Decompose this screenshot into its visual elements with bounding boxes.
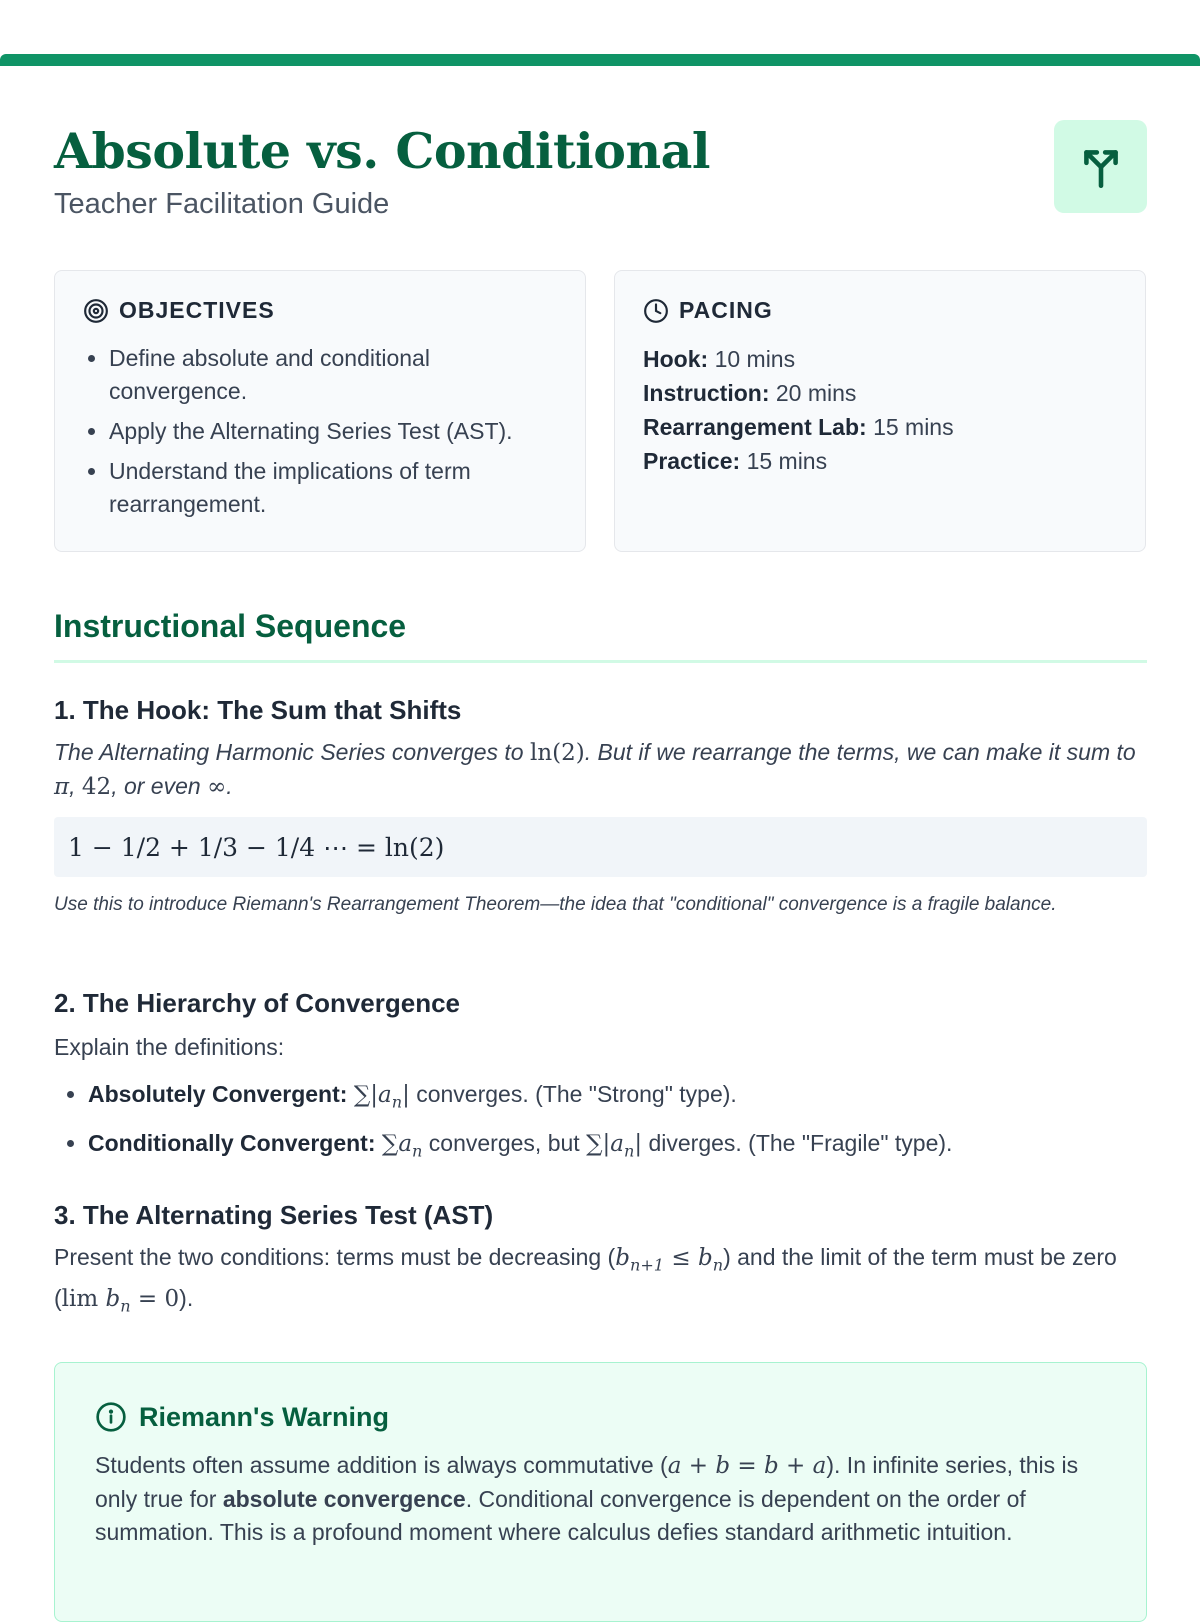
hook-note: Use this to introduce Riemann's Rearrangement Theorem—the idea that "conditional" convergence is a fragile balance. — [54, 894, 1057, 915]
warning-emphasis: absolute convergence — [222, 1486, 466, 1512]
math-sum-abs: $\sum|a_n|$ — [353, 1082, 410, 1112]
pacing-item — [643, 444, 1117, 478]
hook-text-part: . — [226, 773, 233, 799]
pacing-item-name: Instruction: — [643, 380, 770, 406]
accent-bar — [0, 54, 1200, 66]
warning-text-part: ). In infinite series, this is only true for — [95, 1452, 1079, 1512]
math-42: 42 — [81, 774, 112, 800]
ast-text-part: ). — [179, 1284, 194, 1311]
pacing-item-name: Practice: — [643, 448, 741, 474]
hook-section — [54, 695, 1147, 804]
objective-item: • Understand the implications of term rearrangement. — [109, 455, 557, 521]
clock-icon — [643, 298, 669, 324]
ast-section — [54, 1200, 1147, 1322]
page-title: Absolute vs. Conditional — [54, 122, 710, 180]
pacing-card — [614, 270, 1146, 552]
math-decreasing: $b_{n+1} \le b_n$ — [615, 1245, 724, 1275]
warning-text-part: . Conditional convergence is dependent on the order of summation. This is a profound moment where calculus defies standard arithmetic intuition. — [95, 1486, 1026, 1545]
target-icon — [83, 298, 109, 324]
header-badge — [1054, 120, 1147, 213]
math-infinity: ∞ — [207, 774, 227, 800]
hook-text-part: The Alternating Harmonic Series converges to — [54, 739, 530, 765]
pacing-item-value: 15 mins — [873, 414, 954, 440]
hierarchy-intro: Explain the definitions: — [54, 1034, 285, 1060]
math-pi: π — [54, 774, 70, 800]
pacing-label: PACING — [679, 297, 773, 323]
pacing-item-value: 15 mins — [746, 448, 828, 474]
pacing-item-name: Hook: — [643, 346, 709, 372]
math-limit: $\lim b_n = 0$ — [61, 1285, 180, 1316]
hook-heading: 1. The Hook: The Sum that Shifts — [54, 695, 462, 725]
pacing-item-value: 20 mins — [775, 380, 857, 406]
ast-heading: 3. The Alternating Series Test (AST) — [54, 1200, 494, 1230]
page-subtitle: Teacher Facilitation Guide — [54, 188, 390, 220]
pacing-item — [643, 376, 1117, 410]
ast-text — [54, 1241, 1147, 1322]
definitions-list — [54, 1078, 1147, 1167]
hook-text-part: . But if we rearrange the terms, we can make it sum to — [584, 739, 1136, 765]
objectives-label: OBJECTIVES — [119, 297, 275, 323]
pacing-item — [643, 342, 1117, 376]
pacing-item-value: 10 mins — [714, 346, 796, 372]
definition-item — [88, 1127, 1147, 1168]
pacing-item — [643, 410, 1117, 444]
section-title: Instructional Sequence — [54, 608, 407, 644]
definition-term: Absolutely Convergent: — [88, 1081, 348, 1107]
warning-callout — [54, 1362, 1147, 1622]
formula-text: 1 − 1/2 + 1/3 − 1/4 ⋯ = ln(2) — [68, 832, 445, 862]
formula-box — [54, 817, 1147, 877]
hook-text-part: , or even — [111, 773, 208, 799]
math-sum-abs: $\sum|a_n|$ — [586, 1130, 643, 1161]
definition-text: converges. (The "Strong" type). — [409, 1081, 737, 1107]
split-arrows-icon — [1076, 142, 1126, 192]
objectives-card — [54, 270, 586, 552]
info-icon — [95, 1401, 127, 1433]
warning-text-part: Students often assume addition is always commutative ( — [95, 1452, 668, 1478]
objective-item: • Apply the Alternating Series Test (AST). — [109, 415, 557, 448]
math-ln2: ln(2) — [529, 740, 585, 766]
section-divider — [54, 660, 1147, 663]
definition-text: converges, but — [422, 1129, 587, 1156]
hook-text-part: , — [69, 773, 82, 799]
hook-text — [54, 736, 1147, 804]
ast-text-part: Present the two conditions: terms must be decreasing ( — [54, 1244, 616, 1270]
hierarchy-section — [54, 988, 1147, 1175]
objective-item: • Define absolute and conditional convergence. — [109, 342, 557, 408]
pacing-item-name: Rearrangement Lab: — [643, 414, 867, 440]
warning-title: Riemann's Warning — [139, 1401, 389, 1432]
definition-term: Conditionally Convergent: — [88, 1129, 376, 1156]
math-sum: $\sum a_n$ — [381, 1130, 423, 1161]
definition-item — [88, 1078, 1147, 1119]
ast-text-part: ) and the limit of the term must be zero ( — [54, 1244, 1117, 1311]
objectives-list — [83, 342, 557, 521]
hierarchy-heading: 2. The Hierarchy of Convergence — [54, 988, 461, 1018]
warning-text — [95, 1449, 1106, 1549]
math-commutative: a + b = b + a — [667, 1453, 827, 1479]
definition-text: diverges. (The "Fragile" type). — [642, 1129, 953, 1156]
